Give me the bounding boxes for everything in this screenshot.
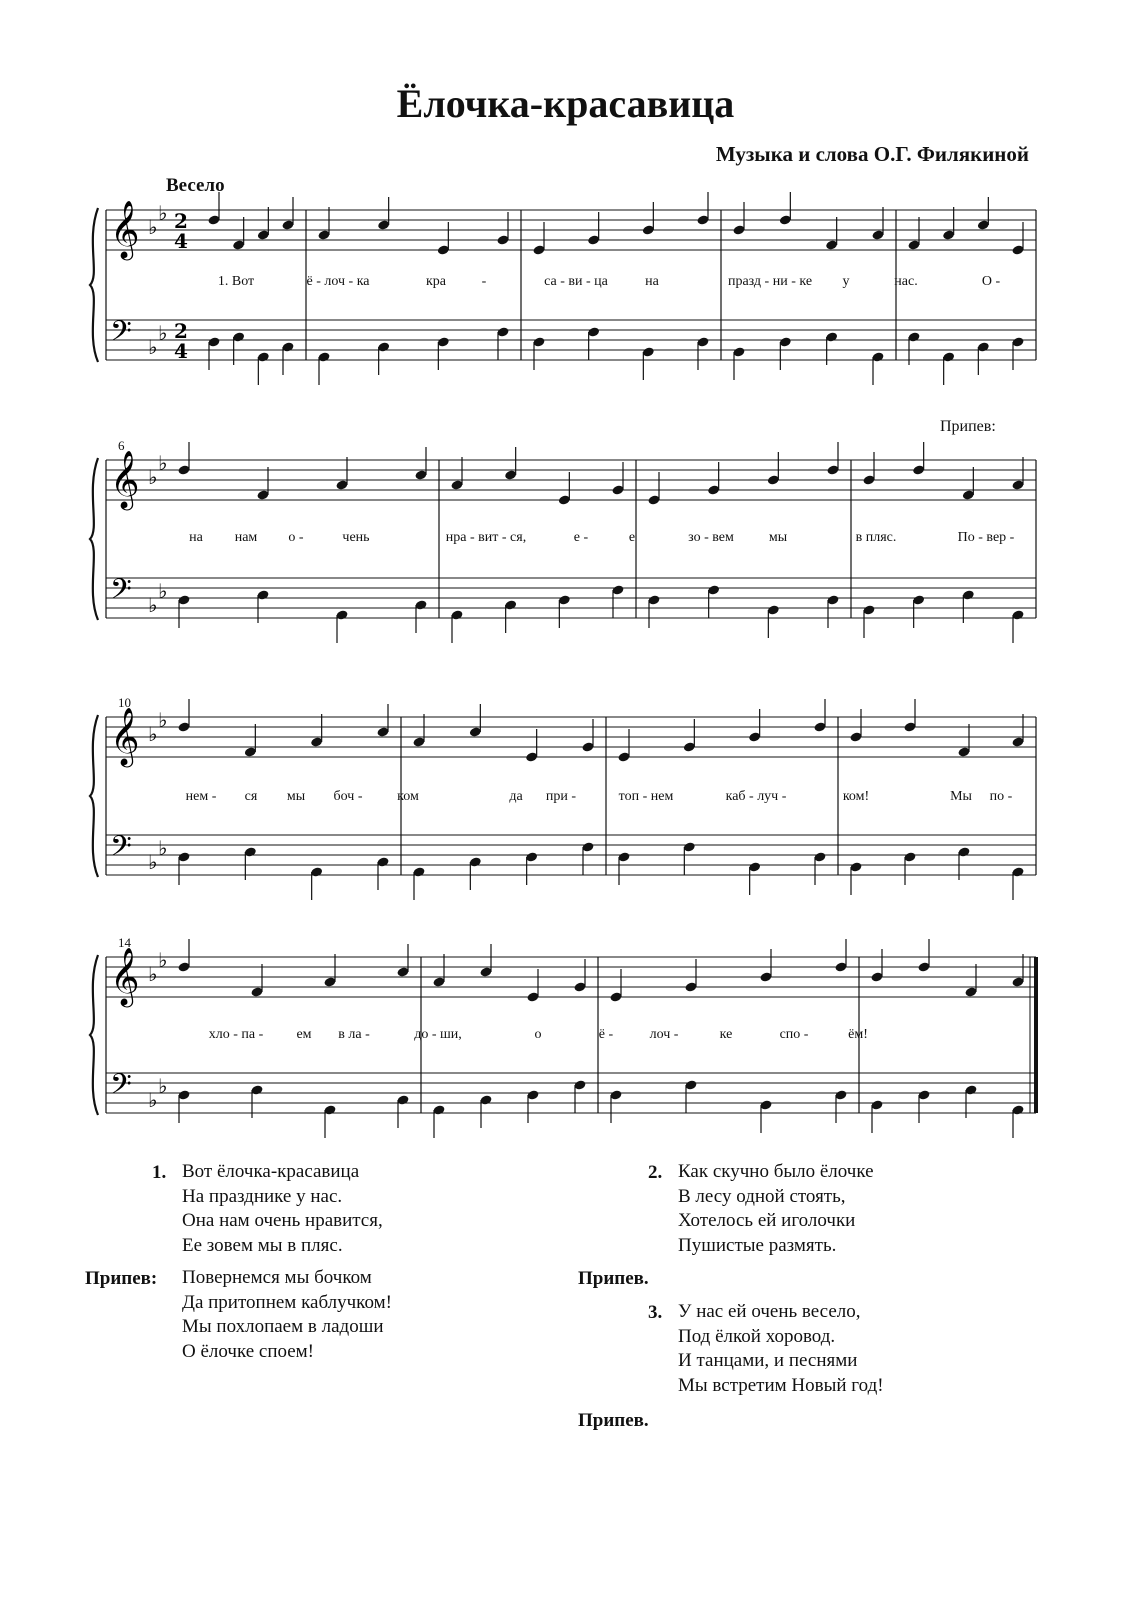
verse-line: Как скучно было ёлочке — [678, 1161, 874, 1182]
lyrics-line — [86, 1027, 1036, 1047]
treble-clef: 𝄞 — [110, 450, 140, 508]
lyric-syllable: ё - лоч - ка — [306, 274, 370, 289]
lyric-syllable: нас. — [894, 274, 918, 289]
lyric-syllable: 1. Вот — [217, 274, 255, 289]
staff-system-svg — [86, 450, 1036, 650]
chorus-line: Мы похлопаем в ладоши — [182, 1316, 384, 1337]
lyric-syllable: По - вер - — [957, 530, 1015, 545]
lyrics-line — [86, 789, 1036, 809]
chorus-label: Припев: — [85, 1268, 158, 1289]
lyric-syllable: О - — [981, 274, 1001, 289]
chorus-repeat-label: Припев. — [578, 1410, 649, 1431]
flat-icon: ♭ — [158, 579, 168, 603]
song-title: Ёлочка-красавица — [396, 81, 735, 126]
treble-clef: 𝄞 — [110, 707, 140, 765]
verse-line: Пушистые размять. — [678, 1234, 837, 1256]
flat-icon: ♭ — [158, 836, 168, 860]
flat-icon: ♭ — [158, 451, 168, 475]
verse-line: Мы встретим Новый год! — [678, 1374, 884, 1396]
flat-icon: ♭ — [158, 201, 168, 225]
verse-line: В лесу одной стоять, — [678, 1185, 846, 1207]
verse-number: 3. — [648, 1302, 663, 1323]
verse-line: На празднике у нас. — [182, 1185, 343, 1207]
flat-icon: ♭ — [148, 1088, 158, 1112]
verse-number: 1. — [152, 1162, 167, 1183]
flat-icon: ♭ — [158, 948, 168, 972]
verse-3 — [678, 1300, 884, 1398]
flat-icon: ♭ — [158, 708, 168, 732]
measure-number: 14 — [118, 935, 131, 950]
lyric-syllable: нем - — [185, 789, 217, 804]
chorus-line: О ёлочке споем! — [182, 1340, 315, 1362]
lyric-syllable: по - — [989, 789, 1013, 804]
lyric-syllable: топ - нем — [618, 789, 674, 804]
flat-icon: ♭ — [158, 1074, 168, 1098]
lyric-syllable: зо - вем — [688, 530, 734, 545]
flat-icon: ♭ — [148, 722, 158, 746]
time-signature-bottom: 4 — [174, 339, 188, 363]
flat-icon: ♭ — [148, 215, 158, 239]
treble-clef: 𝄞 — [110, 200, 140, 258]
music-system-1 — [86, 200, 1036, 400]
verse-line: И танцами, и песнями — [678, 1350, 858, 1371]
bass-clef: 𝄢 — [110, 830, 132, 870]
lyric-syllable: в пляс. — [855, 530, 897, 545]
chorus-line: Да притопнем каблучком! — [182, 1291, 392, 1313]
lyric-syllable: на — [189, 530, 203, 545]
verse-number: 2. — [648, 1162, 663, 1183]
lyric-syllable: да — [509, 789, 523, 804]
bass-clef: 𝄢 — [110, 573, 132, 613]
lyric-syllable: нра - вит - ся, — [445, 530, 527, 545]
verse-line: Ее зовем мы в пляс. — [182, 1234, 343, 1256]
flat-icon: ♭ — [148, 850, 158, 874]
lyric-syllable: у — [842, 274, 850, 289]
lyric-syllable: кра — [425, 274, 447, 289]
tempo-marking: Весело — [166, 175, 225, 196]
verse-line: Вот ёлочка-красавица — [182, 1161, 360, 1182]
lyric-syllable: о - — [288, 530, 304, 545]
lyric-syllable: е — [628, 530, 636, 545]
lyric-syllable: ком! — [842, 789, 870, 804]
lyric-syllable: ком — [397, 789, 419, 804]
time-signature-bottom: 4 — [174, 229, 188, 253]
lyric-syllable: мы — [768, 530, 788, 545]
verse-2 — [678, 1160, 874, 1258]
lyric-syllable: о — [534, 1027, 542, 1042]
lyric-syllable: ём! — [848, 1027, 868, 1042]
flat-icon: ♭ — [158, 321, 168, 345]
lyric-syllable: са - ви - ца — [544, 274, 608, 289]
flat-icon: ♭ — [148, 335, 158, 359]
treble-clef: 𝄞 — [110, 947, 140, 1005]
chorus-repeat-label: Припев. — [578, 1268, 649, 1289]
lyric-syllable: спо - — [779, 1027, 809, 1042]
verse-1 — [182, 1160, 383, 1258]
flat-icon: ♭ — [148, 465, 158, 489]
credits: Музыка и слова О.Г. Филякиной — [715, 142, 1029, 166]
time-signature-top: 2 — [174, 209, 188, 233]
flat-icon: ♭ — [148, 593, 158, 617]
lyric-syllable: ем — [296, 1027, 312, 1042]
verse-line: Под ёлкой хоровод. — [678, 1325, 836, 1347]
lyric-syllable: каб - луч - — [725, 789, 787, 804]
lyric-syllable: ся — [244, 789, 258, 804]
chorus-line: Повернемся мы бочком — [182, 1267, 372, 1288]
verse-line: Она нам очень нравится, — [182, 1210, 383, 1231]
lyric-syllable: в ла - — [338, 1027, 370, 1042]
music-system-2 — [86, 438, 1036, 650]
lyric-syllable: при - — [545, 789, 577, 804]
lyric-syllable: - — [481, 274, 487, 289]
lyric-syllable: мы — [286, 789, 306, 804]
bass-clef: 𝄢 — [110, 315, 132, 355]
lyric-syllable: чень — [342, 530, 370, 545]
measure-number: 10 — [118, 695, 131, 710]
lyric-syllable: Мы — [950, 789, 972, 804]
lyric-syllable: хло - па - — [208, 1027, 264, 1042]
lyric-syllable: ё - — [598, 1027, 614, 1042]
verse-line: Хотелось ей иголочки — [678, 1210, 856, 1231]
staff-system-svg — [86, 200, 1036, 400]
bass-clef: 𝄢 — [110, 1068, 132, 1108]
lyric-syllable: ке — [719, 1027, 733, 1042]
lyric-syllable: до - ши, — [414, 1027, 462, 1042]
chorus-text — [182, 1266, 392, 1364]
lyric-syllable: на — [645, 274, 659, 289]
chorus-mark: Припев: — [940, 418, 996, 435]
lyric-syllable: нам — [234, 530, 258, 545]
music-system-4 — [86, 935, 1036, 1145]
lyric-syllable: боч - — [333, 789, 363, 804]
flat-icon: ♭ — [148, 962, 158, 986]
measure-number: 6 — [118, 438, 125, 453]
music-system-3 — [86, 695, 1036, 905]
lyric-syllable: е - — [573, 530, 589, 545]
lyrics-line — [86, 274, 1036, 294]
lyrics-line — [86, 530, 1036, 550]
time-signature-top: 2 — [174, 319, 188, 343]
verse-line: У нас ей очень весело, — [678, 1301, 861, 1322]
lyric-syllable: празд - ни - ке — [727, 274, 813, 289]
lyric-syllable: лоч - — [649, 1027, 679, 1042]
